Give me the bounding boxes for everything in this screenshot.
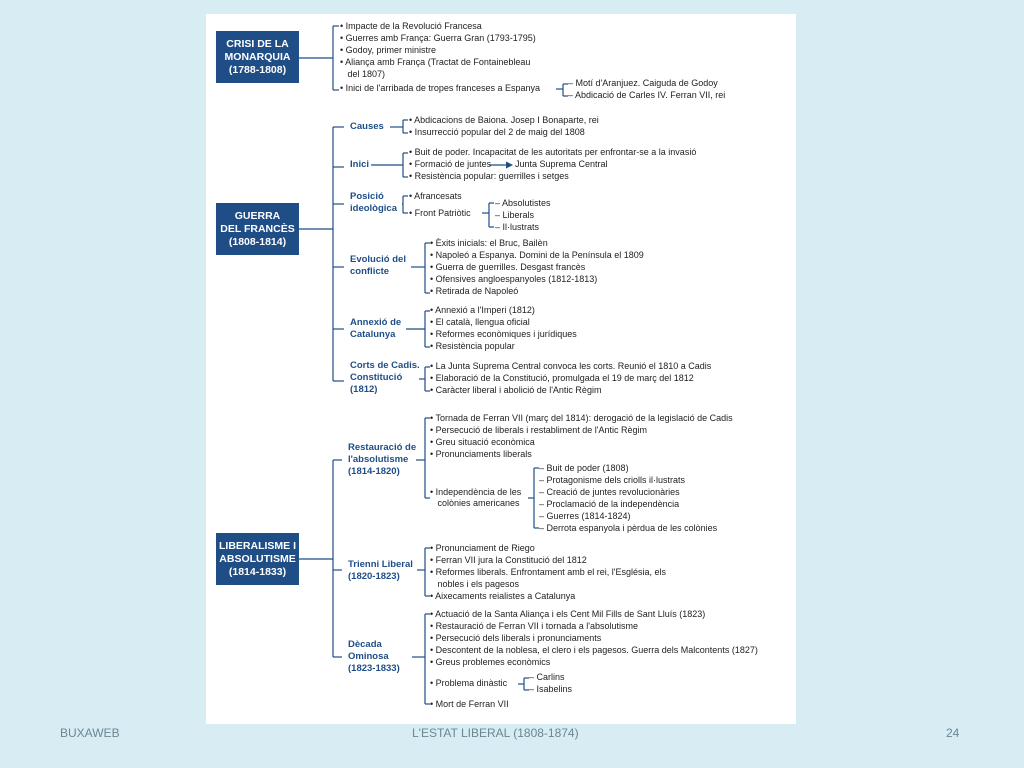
independencia-item: – Protagonisme dels criolls il·lustrats — [539, 475, 686, 485]
trienni-item: • Reformes liberals. Enfrontament amb el rei, l'Església, els — [430, 567, 666, 577]
annexio-item: • Annexió a l'Imperi (1812) — [430, 305, 535, 315]
posicio-subitem: – Liberals — [495, 210, 535, 220]
trienni-item: • Pronunciament de Riego — [430, 543, 535, 553]
page-number: 24 — [946, 726, 960, 740]
box-crisi-monarquia: CRISI DE LA MONARQUIA (1788-1808) — [216, 31, 299, 83]
label-evolucio-conflicte: Evolució del conflicte — [350, 254, 406, 277]
restauracio-item: • Tornada de Ferran VII (març del 1814): derogació de la legislació de Cadis — [430, 413, 733, 423]
independencia-item: – Creació de juntes revolucionàries — [539, 487, 680, 497]
crisi-item: • Aliança amb França (Tractat de Fontainebleau — [340, 57, 531, 67]
problema-dinastic-item: – Isabelins — [529, 684, 573, 694]
problema-dinastic-item: – Carlins — [529, 672, 565, 682]
independencia-item: – Proclamació de la independència — [539, 499, 680, 509]
evolucio-item: • Èxits inicials: el Bruc, Bailèn — [430, 238, 548, 248]
decada-item: • Descontent de la noblesa, el clero i els pagesos. Guerra dels Malcontents (1827) — [430, 645, 758, 655]
arrow-icon — [506, 162, 513, 169]
evolucio-item: • Retirada de Napoleó — [430, 286, 519, 296]
independencia-item: – Buit de poder (1808) — [539, 463, 629, 473]
crisi-item: • Inici de l'arribada de tropes franceses a Espanya — [340, 83, 540, 93]
annexio-item: • Reformes econòmiques i jurídiques — [430, 329, 577, 339]
posicio-subitem: – Absolutistes — [495, 198, 551, 208]
restauracio-item: • Greu situació econòmica — [430, 437, 535, 447]
trienni-item: • Ferran VII jura la Constitució del 1812 — [430, 555, 587, 565]
crisi-item: • Impacte de la Revolució Francesa — [340, 21, 482, 31]
box-liberalisme-absolutisme: LIBERALISME I ABSOLUTISME (1814-1833) — [216, 533, 299, 585]
restauracio-item: • Persecució de liberals i restabliment de l'Antic Règim — [430, 425, 647, 435]
box-guerra-frances: GUERRA DEL FRANCÈS (1808-1814) — [216, 203, 299, 255]
decada-item: • Mort de Ferran VII — [430, 699, 509, 709]
independencia-item: – Derrota espanyola i pèrdua de les colònies — [539, 523, 718, 533]
inici-arrow-target: Junta Suprema Central — [515, 159, 608, 169]
label-corts-cadis: Corts de Cadis. Constitució (1812) — [350, 360, 420, 395]
trienni-item: • Aixecaments reialistes a Catalunya — [430, 591, 576, 601]
posicio-item: • Afrancesats — [409, 191, 462, 201]
label-causes: Causes — [350, 121, 384, 132]
annexio-item: • El català, llengua oficial — [430, 317, 530, 327]
crisi-item: • Godoy, primer ministre — [340, 45, 437, 55]
label-trienni-liberal: Trienni Liberal (1820-1823) — [348, 559, 413, 582]
crisi-item: • Guerres amb França: Guerra Gran (1793-1795) — [340, 33, 536, 43]
footer-center: L'ESTAT LIBERAL (1808-1874) — [412, 726, 579, 740]
inici-item: • Buit de poder. Incapacitat de les autoritats per enfrontar-se a la invasió — [409, 147, 697, 157]
trienni-item: nobles i els pagesos — [430, 579, 520, 589]
decada-item: • Greus problemes econòmics — [430, 657, 551, 667]
footer-left: BUXAWEB — [60, 726, 120, 740]
evolucio-item: • Ofensives angloespanyoles (1812-1813) — [430, 274, 598, 284]
inici-item: • Resistència popular: guerrilles i setges — [409, 171, 569, 181]
decada-item: • Actuació de la Santa Aliança i els Cent Mil Fills de Sant Lluís (1823) — [430, 609, 706, 619]
label-inici: Inici — [350, 159, 370, 170]
independencia-label: • Independència de les colònies americanes — [430, 487, 522, 508]
corts-item: • La Junta Suprema Central convoca les corts. Reunió el 1810 a Cadis — [430, 361, 712, 371]
corts-item: • Caràcter liberal i abolició de l'Antic Règim — [430, 385, 602, 395]
evolucio-item: • Guerra de guerrilles. Desgast francès — [430, 262, 586, 272]
causes-item: • Abdicacions de Baiona. Josep I Bonaparte, rei — [409, 115, 599, 125]
causes-item: • Insurrecció popular del 2 de maig del 1808 — [409, 127, 585, 137]
corts-item: • Elaboració de la Constitució, promulgada el 19 de març del 1812 — [430, 373, 694, 383]
restauracio-item: • Pronunciaments liberals — [430, 449, 532, 459]
decada-item: • Restauració de Ferran VII i tornada a l'absolutisme — [430, 621, 638, 631]
label-decada-ominosa: Dècada Ominosa (1823-1833) — [348, 639, 400, 674]
posicio-item: • Front Patriòtic — [409, 208, 471, 218]
concept-map — [206, 14, 796, 724]
posicio-subitem: – Il·lustrats — [495, 222, 540, 232]
independencia-item: – Guerres (1814-1824) — [539, 511, 631, 521]
evolucio-item: • Napoleó a Espanya. Domini de la Península el 1809 — [430, 250, 644, 260]
annexio-item: • Resistència popular — [430, 341, 515, 351]
inici-item: • Formació de juntes — [409, 159, 492, 169]
problema-dinastic-label: • Problema dinàstic — [430, 678, 508, 688]
decada-item: • Persecució dels liberals i pronunciaments — [430, 633, 602, 643]
crisi-subitem: – Motí d'Aranjuez. Caiguda de Godoy — [568, 78, 718, 88]
crisi-subitem: – Abdicació de Carles IV. Ferran VII, rei — [568, 90, 726, 100]
label-restauracio-absolutisme: Restauració de l'absolutisme (1814-1820) — [348, 442, 417, 477]
label-annexio-catalunya: Annexió de Catalunya — [350, 317, 402, 340]
crisi-item: del 1807) — [340, 69, 386, 79]
label-posicio-ideologica: Posició ideològica — [350, 191, 397, 214]
